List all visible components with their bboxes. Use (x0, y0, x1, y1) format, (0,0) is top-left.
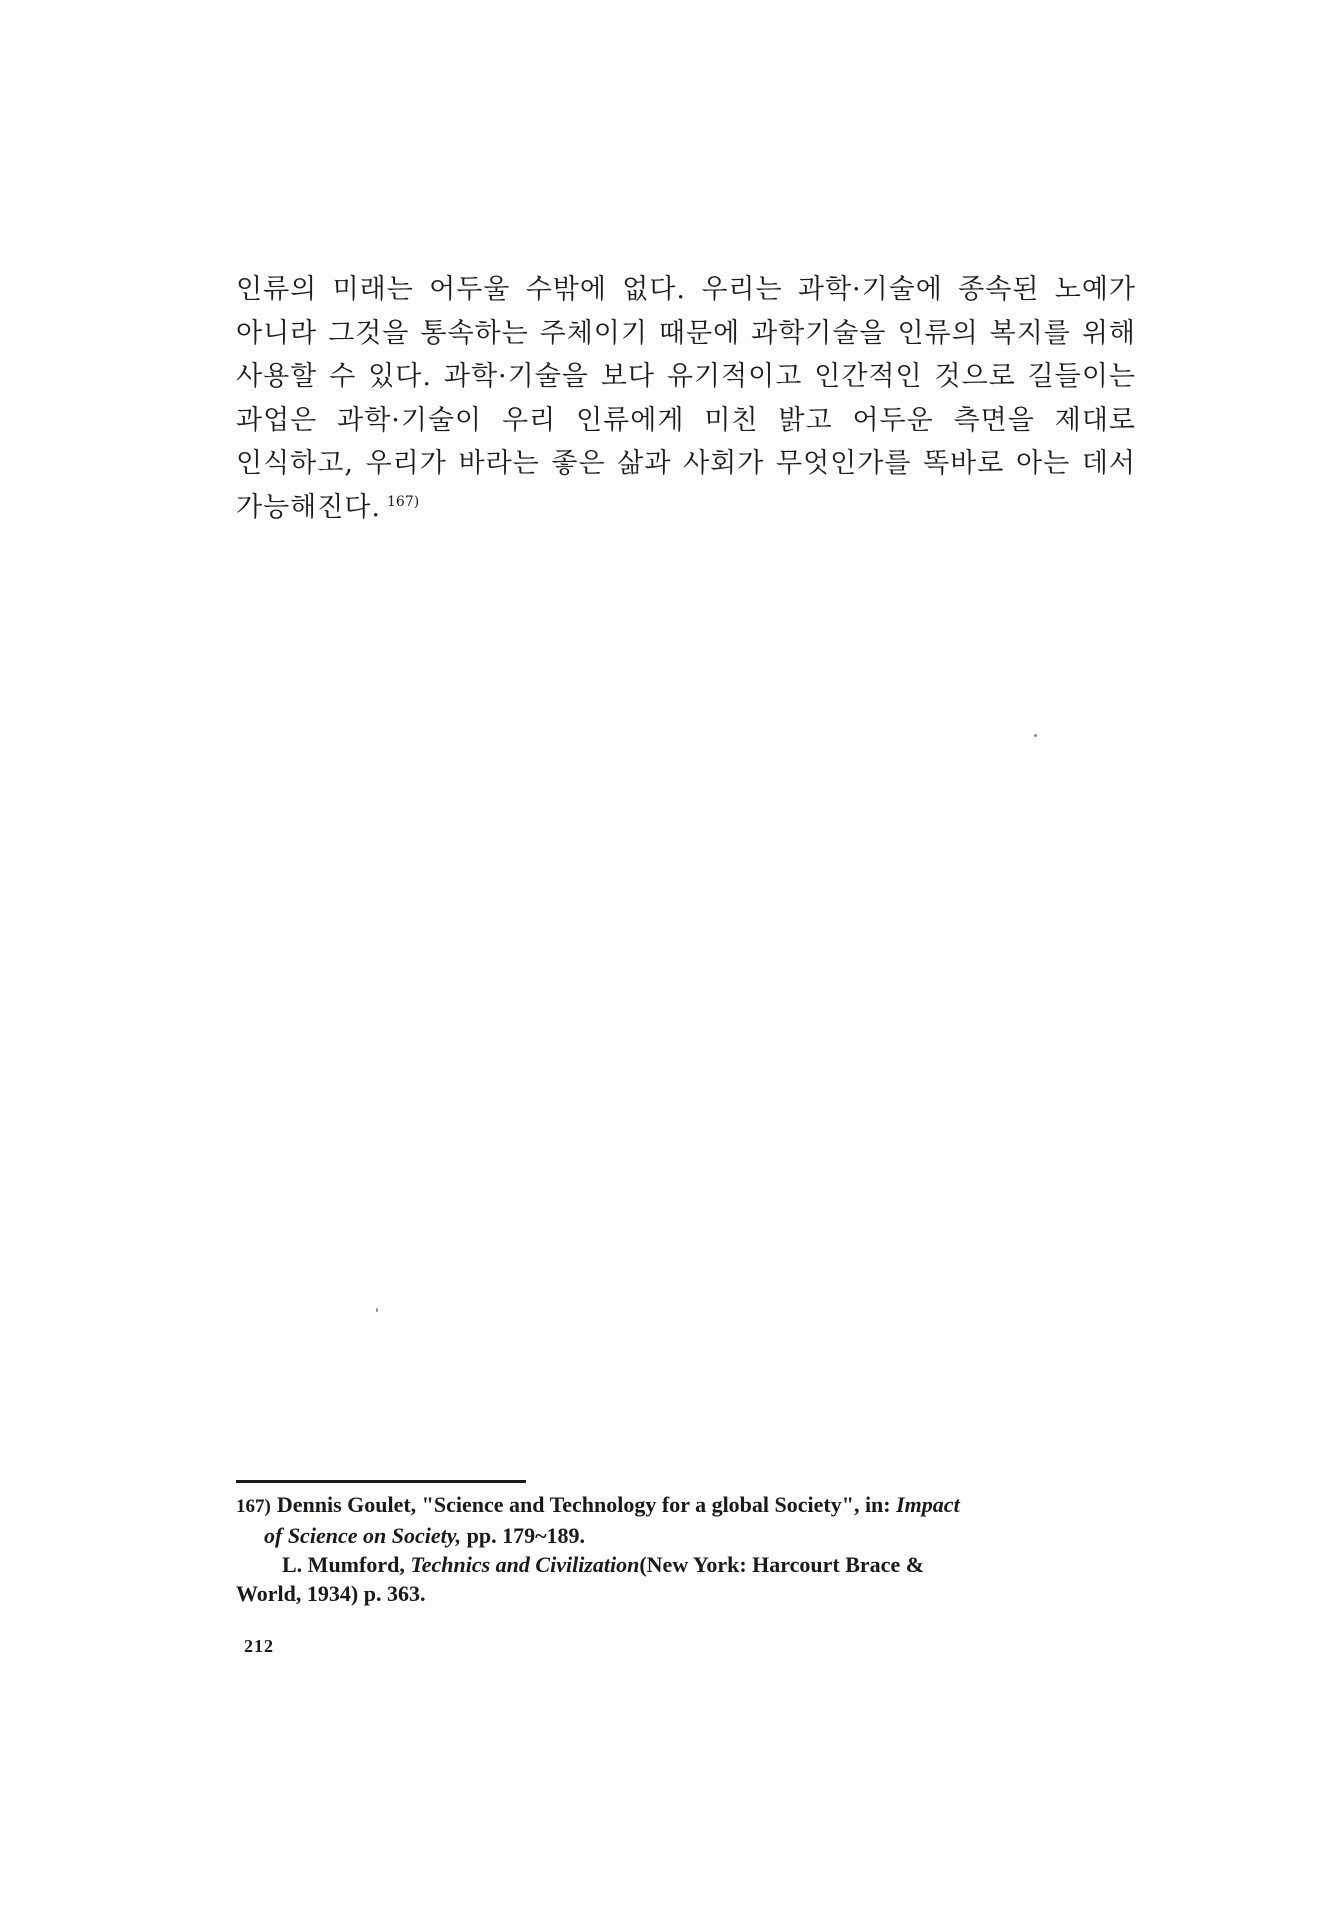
page-number: 212 (244, 1636, 274, 1656)
footnote-text: (New York: Harcourt Brace & (639, 1552, 925, 1577)
footnote-reference: 167) (387, 493, 420, 510)
footnote-italic-text: Impact (896, 1492, 960, 1517)
footnote-line (236, 1521, 1096, 1550)
footnotes (236, 1490, 1096, 1608)
footnote-italic-text: Technics and Civilization (410, 1552, 640, 1577)
footnote-line (236, 1550, 1096, 1579)
footnote-italic-text: of Science on Society, (264, 1523, 462, 1548)
footnote-number: 167) (236, 1496, 271, 1517)
paragraph-text: 인류의 미래는 어두울 수밖에 없다. 우리는 과학·기술에 종속된 노예가 아니라 그것을 통속하는 주체이기 때문에 과학기술을 인류의 복지를 위해 사용할 수 있다. 과학·기술을 보다 유기적이고 인간적인 것으로 길들이는 과업은 과학·기술이 우리 인류에게 미친 밝고 어두운 측면을 제대로 인식하고, 우리가 바라는 좋은 삶과 사회가 무엇인가를 똑바로 아는 데서 가능해진다. (236, 274, 1136, 523)
main-paragraph (236, 268, 1136, 529)
footnote-text: Dennis Goulet, "Science and Technology for a global Society", in: (276, 1492, 897, 1517)
footnote-line (236, 1490, 1096, 1521)
footnote-text: World, 1934) p. 363. (236, 1581, 426, 1606)
scan-speck (1034, 734, 1037, 737)
scan-speck (376, 1308, 378, 1312)
footnote-divider (236, 1480, 526, 1483)
footnote-text: L. Mumford, (282, 1552, 411, 1577)
footnote-text: pp. 179~189. (461, 1523, 586, 1548)
footnote-line (236, 1579, 1096, 1608)
